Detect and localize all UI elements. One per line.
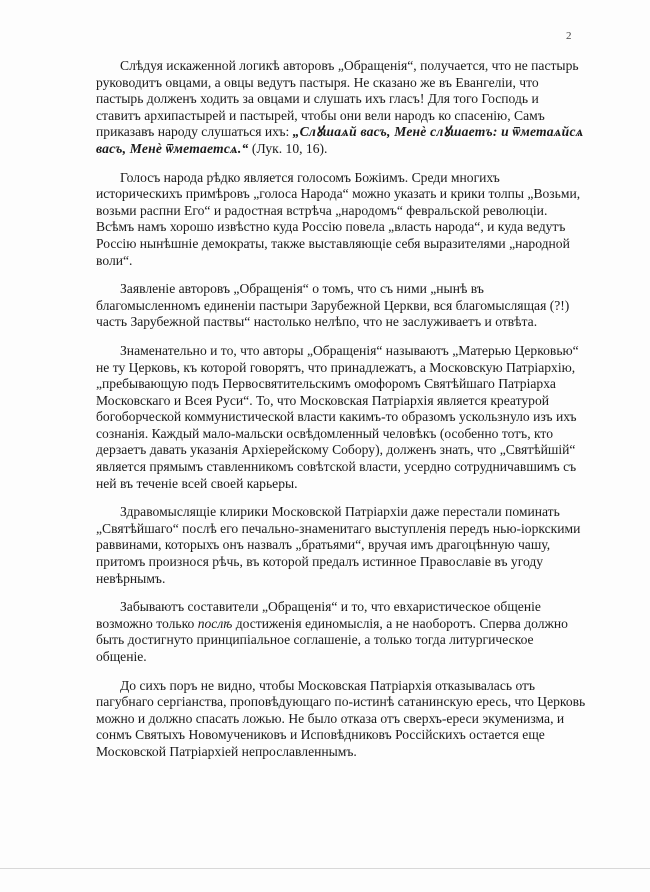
- paragraph-4-text: Знаменательно и то, что авторы „Обращенія“ называютъ „Матерью Церковью“ не ту Церковь, къ которой говорятъ, что принадлежатъ, а Московскую Патріархію, „пребывающую подъ Первосвятительскимъ омофоромъ Святѣйшаго Патріарха Московскаго и Всея Руси“. То, что Московская Патріархія является креатурой богоборческой коммунистической власти какимъ-то образомъ ускользнуло изъ ихъ сознанія. Каждый мало-мальски освѣдомленный человѣкъ (особенно тотъ, кто дерзаетъ давать указанія Архіерейскому Собору), долженъ знать, что „Святѣйшій“ является прямымъ ставленникомъ совѣтской власти, усердно сотрудничавшимъ съ ней въ теченіе всей своей карьеры.: [96, 342, 579, 491]
- paragraph-6-text-b: достиженія единомыслія, а не наоборотъ. Сперва должно быть достигнуто принципіальное соглашеніе, а только тогда литургическое общеніе.: [96, 615, 568, 664]
- paragraph-1: [96, 58, 586, 158]
- scripture-reference: (Лук. 10, 16).: [248, 140, 328, 156]
- document-body: [96, 58, 586, 773]
- emphasis-word: послѣ: [197, 615, 233, 631]
- scripture-quote: „Слꙋшаѧй васъ, Менѐ слꙋшаетъ: и ѿметаѧйсѧ васъ, Менѐ ѿметаетсѧ.“: [96, 124, 584, 156]
- paragraph-3-text: Заявленіе авторовъ „Обращенія“ о томъ, что съ ними „нынѣ въ благомысленномъ единеніи пастыри Зарубежной Церкви, вся благомыслящая (?!) часть Зарубежной паствы“ настолько нелѣпо, что не заслуживаетъ и отвѣта.: [96, 281, 570, 330]
- paragraph-5-text: Здравомыслящіе клирики Московской Патріархіи даже перестали поминать „Святѣйшаго“ послѣ его печально-знаменитаго выступленія передъ нью-іоркскими раввинами, которыхъ онъ назвалъ „братьями“, вручая имъ драгоцѣнную чашу, притомъ произнося рѣчь, въ которой предалъ истинное Православіе въ угоду невѣрнымъ.: [96, 504, 581, 586]
- paragraph-5: [96, 504, 586, 587]
- paragraph-2-text: Голосъ народа рѣдко является голосомъ Божіимъ. Среди многихъ историческихъ примѣровъ „голоса Народа“ можно указать и крики толпы „Возьми, возьми распни Его“ и радостная встрѣча „народомъ“ февральской революціи. Всѣмъ намъ хорошо извѣстно куда Россію повела „власть народа“, и куда ведутъ Россію нынѣшніе демократы, также выставляющіе себя выразителями „народной воли“.: [96, 169, 581, 268]
- page-number: 2: [566, 30, 572, 42]
- paragraph-7-text: До сихъ поръ не видно, чтобы Московская Патріархія отказывалась отъ пагубнаго сергіанства, проповѣдующаго по-истинѣ сатанинскую ересь, что Церковь можно и должно спасать ложью. Не было отказа отъ сверхъ-ереси экуменизма, и сонмъ Святыхъ Новомучениковъ и Исповѣдниковъ Россійскихъ остается еще Московской Патріархіей непрославленнымъ.: [96, 677, 586, 759]
- paragraph-4: [96, 343, 586, 492]
- paragraph-2: [96, 170, 586, 270]
- paragraph-3: [96, 281, 586, 331]
- paragraph-6: [96, 599, 586, 665]
- paragraph-6-text-a: Забываютъ составители „Обращенія“ и то, что евхаристическое общеніе возможно только: [96, 599, 541, 631]
- scan-edge-line: [0, 868, 650, 869]
- paragraph-7: [96, 678, 586, 761]
- paragraph-1-text: Слѣдуя искаженной логикѣ авторовъ „Обращенія“, получается, что не пастырь руководитъ овцами, а овцы ведутъ пастыря. Не сказано же въ Евангеліи, что пастырь долженъ ходить за овцами и слушать ихъ гласъ! Для того Господь и ставитъ архипастырей и пастырей, чтобы они вели народъ ко спасенію, Самъ приказавъ народу слушаться ихъ:: [96, 58, 579, 140]
